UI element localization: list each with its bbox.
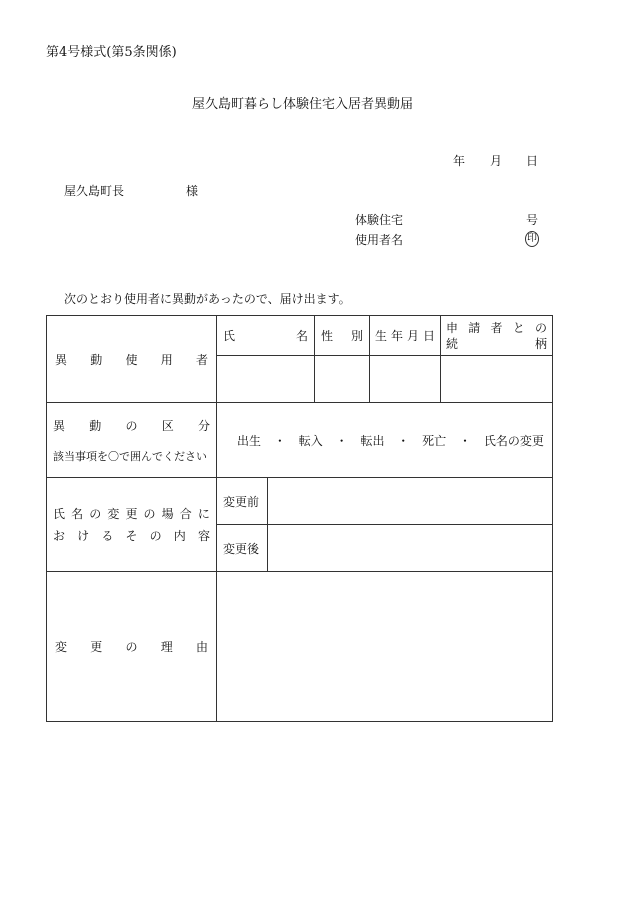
date-month-label: 月 [490,154,503,168]
separator-dot: ・ [459,433,472,448]
page-title: 屋久島町暮らし体験住宅入居者異動届 [192,97,414,112]
before-change-label-cell [217,478,268,525]
user-name-label: 使用者名 [355,233,404,247]
sex-input-cell[interactable] [315,356,370,403]
date-day-label: 日 [526,154,539,168]
transfer-user-label: 異 動 使 用 者 [55,352,208,367]
transfer-category-label: 異 動 の 区 分 [53,418,210,433]
name-change-label-line1: 氏 名 の 変 更 の 場 合 に [53,506,210,521]
before-change-label: 変更前 [223,494,260,509]
after-change-label: 変更後 [223,541,260,556]
birthdate-column-header: 生 年 月 日 [370,316,441,356]
name-change-label-cell [47,478,217,572]
separator-dot: ・ [397,433,410,448]
form-number: 第4号様式(第5条関係) [46,45,177,60]
change-form-table [46,315,553,722]
birthdate-input-cell[interactable] [370,356,441,403]
option-birth[interactable]: 出生 [237,433,262,448]
honorific: 様 [186,184,199,198]
after-change-label-cell [217,525,268,572]
transfer-category-label-cell [47,403,217,478]
option-name-change[interactable]: 氏名の変更 [483,433,544,448]
circle-instruction: 該当事項を〇で囲んでください [53,449,207,463]
option-move-in[interactable]: 転入 [298,433,323,448]
relationship-column-header: 申 請 者 と の 続 柄 [441,316,553,356]
date-year-label: 年 [453,154,466,168]
separator-dot: ・ [335,433,348,448]
reason-label: 変 更 の 理 由 [55,640,208,654]
option-death[interactable]: 死亡 [422,433,447,448]
option-move-out[interactable]: 転出 [360,433,385,448]
reason-input-cell[interactable] [217,572,553,722]
transfer-category-options-cell [217,403,553,478]
relationship-input-cell[interactable] [441,356,553,403]
intro-text: 次のとおり使用者に異動があったので、届け出ます。 [64,292,351,306]
addressee: 屋久島町長 [64,184,125,198]
name-column-header: 氏 名 [217,316,315,356]
sex-column-header: 性 別 [315,316,370,356]
separator-dot: ・ [273,433,286,448]
reason-label-cell [47,572,217,722]
house-label: 体験住宅 [355,213,404,227]
house-suffix: 号 [526,213,539,227]
name-input-cell[interactable] [217,356,315,403]
before-change-input-cell[interactable] [268,478,553,525]
after-change-input-cell[interactable] [268,525,553,572]
seal-mark: 印 [525,231,539,247]
transfer-user-label-cell [47,316,217,403]
name-change-label-line2: お け る そ の 内 容 [53,528,210,543]
